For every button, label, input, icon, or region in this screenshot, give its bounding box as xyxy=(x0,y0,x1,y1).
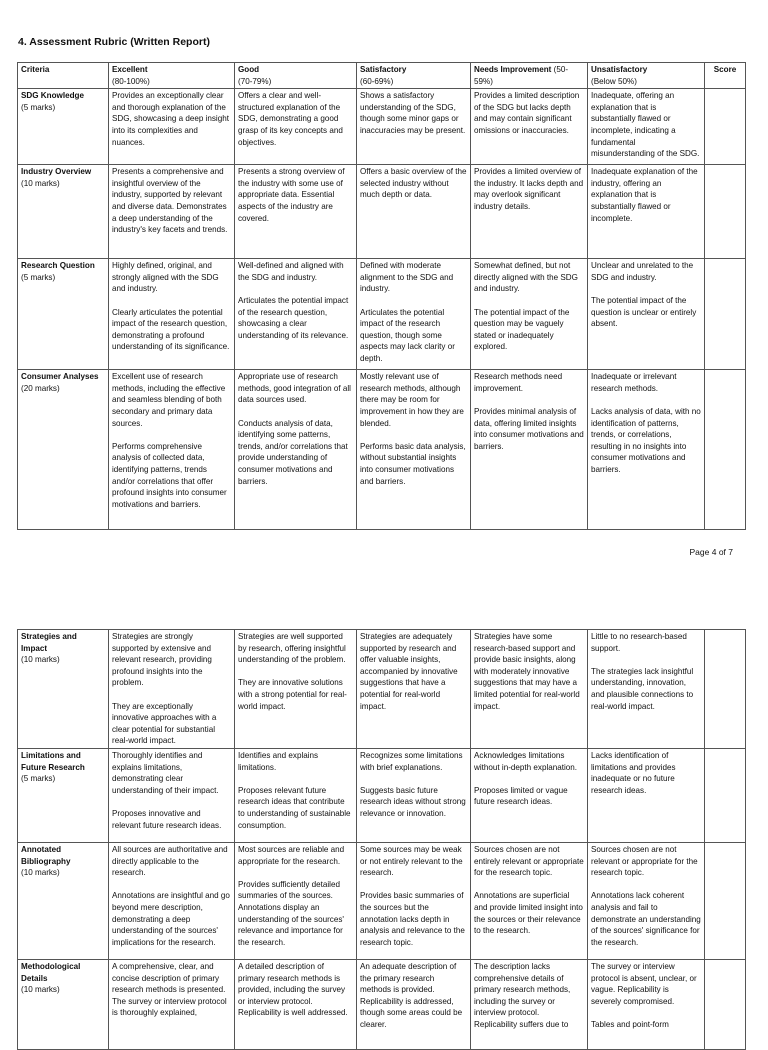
criterion-cell xyxy=(18,259,109,370)
level-range: (Below 50%) xyxy=(591,76,637,86)
descriptor-cell-needs-improvement xyxy=(471,842,588,959)
descriptor-cell-good xyxy=(235,370,357,530)
score-header xyxy=(705,63,746,89)
descriptor-text: Provides minimal analysis of data, offering limited insights into consumer motivations and barriers. xyxy=(474,406,584,451)
criterion-marks: (10 marks) xyxy=(21,868,60,878)
descriptor-text: Tables and point-form xyxy=(591,1019,669,1029)
level-header-excellent xyxy=(109,63,235,89)
descriptor-cell-good xyxy=(235,165,357,259)
descriptor-text: Performs basic data analysis, without substantial insights into consumer motivations and barriers. xyxy=(360,441,466,486)
descriptor-cell-excellent xyxy=(109,259,235,370)
criterion-marks: (5 marks) xyxy=(21,774,56,784)
descriptor-cell-unsatisfactory xyxy=(588,165,705,259)
criterion-cell xyxy=(18,89,109,165)
descriptor-text: Little to no research-based support. xyxy=(591,632,687,653)
descriptor-text: A comprehensive, clear, and concise description of primary research methods is presented. The survey or interview protocol is thoroughly explained, xyxy=(112,961,227,1018)
criterion-cell xyxy=(18,370,109,530)
descriptor-text: Presents a comprehensive and insightful overview of the industry, supported by relevant and diverse data. Demonstrates a deep understanding of the industry's key facets and trends. xyxy=(112,167,228,235)
descriptor-cell-needs-improvement xyxy=(471,165,588,259)
criterion-marks: (10 marks) xyxy=(21,985,60,995)
descriptor-text: Inadequate or irrelevant research methods. xyxy=(591,372,677,393)
rubric-row-limitations-and-future-research xyxy=(18,748,746,842)
rubric-row-methodological-details xyxy=(18,959,746,1049)
criterion-cell xyxy=(18,748,109,842)
descriptor-text: Identifies and explains limitations. xyxy=(238,750,319,772)
descriptor-text: Provides an exceptionally clear and thorough explanation of the SDG, showcasing a deep insight into its complexities and nuances. xyxy=(112,91,229,147)
rubric-row-strategies-and-impact xyxy=(18,630,746,749)
criterion-marks: (10 marks) xyxy=(21,655,60,665)
rubric-row-annotated-bibliography xyxy=(18,842,746,959)
criteria-header xyxy=(18,63,109,89)
score-cell[interactable] xyxy=(705,370,746,530)
descriptor-text: Research methods need improvement. xyxy=(474,372,563,393)
descriptor-cell-good xyxy=(235,959,357,1049)
descriptor-text: Appropriate use of research methods, good integration of all data sources used. xyxy=(238,372,351,405)
criterion-marks: (20 marks) xyxy=(21,383,60,393)
descriptor-cell-satisfactory xyxy=(357,959,471,1049)
descriptor-cell-good xyxy=(235,748,357,842)
descriptor-cell-needs-improvement xyxy=(471,630,588,749)
score-cell[interactable] xyxy=(705,748,746,842)
descriptor-text: Offers a basic overview of the selected industry without much depth or data. xyxy=(360,167,467,200)
descriptor-text: Provides a limited description of the SDG but lacks depth and may contain significant omissions or inaccuracies. xyxy=(474,91,580,135)
section-title: 4. Assessment Rubric (Written Report) xyxy=(18,36,210,48)
descriptor-cell-satisfactory xyxy=(357,89,471,165)
descriptor-text: Lacks identification of limitations and provides inadequate or no future research ideas. xyxy=(591,750,676,795)
descriptor-text: Proposes limited or vague future research ideas. xyxy=(474,785,568,807)
level-range: (70-79%) xyxy=(238,76,272,86)
descriptor-text: Annotations are superficial and provide limited insight into the sources or their relevance to the research. xyxy=(474,891,583,936)
level-header-unsatisfactory xyxy=(588,63,705,89)
descriptor-cell-unsatisfactory xyxy=(588,842,705,959)
criterion-name: SDG Knowledge xyxy=(21,91,84,101)
level-range: (80-100%) xyxy=(112,76,150,86)
descriptor-cell-unsatisfactory xyxy=(588,89,705,165)
level-name: Good xyxy=(238,65,260,74)
descriptor-text: Some sources may be weak or not entirely relevant to the research. xyxy=(360,844,463,878)
descriptor-cell-excellent xyxy=(109,89,235,165)
descriptor-text: The potential impact of the question is unclear or entirely absent. xyxy=(591,295,697,329)
score-cell[interactable] xyxy=(705,630,746,749)
score-cell[interactable] xyxy=(705,259,746,370)
descriptor-cell-unsatisfactory xyxy=(588,630,705,749)
descriptor-text: Clearly articulates the potential impact of the research question, demonstrating a profound understanding of its significance. xyxy=(112,307,230,352)
descriptor-text: Most sources are reliable and appropriate for the research. xyxy=(238,844,345,866)
descriptor-text: A detailed description of primary research methods is provided, including the survey or interview protocol. Replicability is well addressed. xyxy=(238,961,348,1018)
descriptor-text: They are exceptionally innovative approaches with a clear potential for substantial real-world impact. xyxy=(112,701,217,746)
descriptor-cell-excellent xyxy=(109,370,235,530)
criterion-cell xyxy=(18,630,109,749)
descriptor-cell-excellent xyxy=(109,630,235,749)
descriptor-cell-satisfactory xyxy=(357,165,471,259)
descriptor-text: Provides a limited overview of the industry. It lacks depth and may overlook significant industry details. xyxy=(474,167,584,211)
page-number: Page 4 of 7 xyxy=(689,547,733,557)
criterion-name: Strategies and Impact xyxy=(21,632,77,653)
descriptor-text: All sources are authoritative and directly applicable to the research. xyxy=(112,844,228,878)
descriptor-text: Acknowledges limitations without in-depth explanation. xyxy=(474,750,578,772)
rubric-row-research-question xyxy=(18,259,746,370)
descriptor-text: Excellent use of research methods, including the effective and seamless blending of both secondary and primary data sources. xyxy=(112,372,226,428)
descriptor-text: They are innovative solutions with a strong potential for real-world impact. xyxy=(238,678,347,711)
criterion-name: Consumer Analyses xyxy=(21,372,99,382)
level-name: Satisfactory xyxy=(360,65,407,74)
descriptor-text: Proposes relevant future research ideas that contribute to understanding of sustainable consumption. xyxy=(238,785,351,830)
descriptor-text: Conducts analysis of data, identifying some patterns, trends, and/or correlations that provide understanding of consumer motivations and barriers. xyxy=(238,418,348,486)
descriptor-text: Sources chosen are not relevant or appropriate for the research topic. xyxy=(591,844,698,878)
descriptor-text: Annotations lack coherent analysis and fail to demonstrate an understanding of the sources' significance for the research. xyxy=(591,891,701,947)
descriptor-text: Thoroughly identifies and explains limitations, demonstrating clear understanding of their impact. xyxy=(112,750,219,795)
score-cell[interactable] xyxy=(705,89,746,165)
rubric-row-consumer-analyses xyxy=(18,370,746,530)
descriptor-cell-good xyxy=(235,630,357,749)
descriptor-text: Well-defined and aligned with the SDG and industry. xyxy=(238,261,344,282)
level-header-good xyxy=(235,63,357,89)
descriptor-text: The survey or interview protocol is absent, unclear, or vague. Replicability is severely compromised. xyxy=(591,961,697,1006)
descriptor-text: The description lacks comprehensive details of primary research methods, including the survey or interview protocol. Replicability suffers due to xyxy=(474,961,571,1029)
descriptor-text: Articulates the potential impact of the research question, showcasing a clear understanding of its relevance. xyxy=(238,295,349,340)
descriptor-cell-needs-improvement xyxy=(471,259,588,370)
descriptor-text: The strategies lack insightful understanding, innovation, and plausible connections to real-world impact. xyxy=(591,666,694,711)
level-name: Unsatisfactory xyxy=(591,65,648,74)
descriptor-cell-satisfactory xyxy=(357,259,471,370)
criterion-marks: (5 marks) xyxy=(21,272,56,282)
descriptor-text: Defined with moderate alignment to the SDG and industry. xyxy=(360,261,454,294)
descriptor-cell-satisfactory xyxy=(357,748,471,842)
descriptor-text: Shows a satisfactory understanding of the SDG, though some minor gaps or inaccuracies may be present. xyxy=(360,91,466,135)
descriptor-cell-unsatisfactory xyxy=(588,370,705,530)
descriptor-text: Offers a clear and well-structured explanation of the SDG, demonstrating a good grasp of its key concepts and objectives. xyxy=(238,91,343,147)
level-name: Excellent xyxy=(112,65,148,74)
level-header-satisfactory xyxy=(357,63,471,89)
descriptor-text: Sources chosen are not entirely relevant or appropriate for the research topic. xyxy=(474,844,584,878)
descriptor-cell-needs-improvement xyxy=(471,748,588,842)
descriptor-cell-satisfactory xyxy=(357,842,471,959)
descriptor-cell-good xyxy=(235,89,357,165)
descriptor-text: Articulates the potential impact of the research question, though some aspects may lack clarity or depth. xyxy=(360,307,455,363)
descriptor-text: The potential impact of the question may be vaguely stated or inadequately explored. xyxy=(474,307,570,352)
descriptor-text: Inadequate, offering an explanation that is substantially flawed or incomplete, indicating a fundamental misunderstanding of the SDG. xyxy=(591,91,700,159)
descriptor-text: Inadequate explanation of the industry, offering an explanation that is substantially flawed or incomplete. xyxy=(591,167,698,223)
descriptor-text: Provides basic summaries of the sources but the annotation lacks depth in analysis and relevance to the research topic. xyxy=(360,891,465,947)
descriptor-cell-excellent xyxy=(109,748,235,842)
descriptor-text: Presents a strong overview of the industry with some use of appropriate data. Essential aspects of the industry are covered. xyxy=(238,167,345,223)
descriptor-text: Suggests basic future research ideas without strong relevance or innovation. xyxy=(360,785,466,818)
score-cell[interactable] xyxy=(705,165,746,259)
descriptor-text: Proposes innovative and relevant future research ideas. xyxy=(112,808,222,830)
score-header-label: Score xyxy=(713,65,737,74)
descriptor-cell-excellent xyxy=(109,165,235,259)
level-range: (50-59%) xyxy=(474,65,569,86)
criterion-cell xyxy=(18,842,109,959)
rubric-table-page-5 xyxy=(17,629,746,1050)
level-range: (60-69%) xyxy=(360,76,394,86)
descriptor-cell-needs-improvement xyxy=(471,89,588,165)
criterion-name: Research Question xyxy=(21,261,95,271)
descriptor-text: Mostly relevant use of research methods, although there may be room for improvement in how they are blended. xyxy=(360,372,464,428)
rubric-header-row xyxy=(18,63,746,89)
descriptor-text: Somewhat defined, but not directly aligned with the SDG and industry. xyxy=(474,261,578,294)
rubric-table-page-4 xyxy=(17,62,746,530)
descriptor-text: Unclear and unrelated to the SDG and industry. xyxy=(591,261,694,282)
criterion-marks: (10 marks) xyxy=(21,178,60,188)
criterion-name: Methodological Details xyxy=(21,961,81,983)
score-cell[interactable] xyxy=(705,959,746,1049)
descriptor-text: Strategies are adequately supported by research and offer valuable insights, accompanied by innovative suggestions that have a potential for real-world impact. xyxy=(360,632,458,711)
criterion-name: Industry Overview xyxy=(21,167,92,177)
descriptor-text: Strategies are well supported by research, offering insightful understanding of the problem. xyxy=(238,632,346,665)
descriptor-text: Annotations are insightful and go beyond mere description, demonstrating a deep understanding of the sources' implications for the research. xyxy=(112,891,230,947)
descriptor-text: Lacks analysis of data, with no identification of patterns, trends, or correlations, resulting in no insights into consumer motivations and barriers. xyxy=(591,406,701,474)
descriptor-text: Strategies have some research-based support and provide basic insights, along with moderately innovative suggestions that may have a limited potential for real-world impact. xyxy=(474,632,580,711)
descriptor-cell-good xyxy=(235,259,357,370)
descriptor-text: Highly defined, original, and strongly aligned with the SDG and industry. xyxy=(112,261,219,294)
descriptor-text: An adequate description of the primary research methods is provided. Replicability is addressed, though some areas could be clearer. xyxy=(360,961,463,1029)
criterion-marks: (5 marks) xyxy=(21,102,56,112)
descriptor-cell-good xyxy=(235,842,357,959)
descriptor-cell-unsatisfactory xyxy=(588,959,705,1049)
rubric-row-sdg-knowledge xyxy=(18,89,746,165)
criterion-cell xyxy=(18,165,109,259)
criteria-header-label: Criteria xyxy=(21,65,50,74)
descriptor-text: Performs comprehensive analysis of collected data, identifying patterns, trends and/or correlations that offer profound insights into consumer motivations and barriers. xyxy=(112,441,227,509)
criterion-name: Limitations and Future Research xyxy=(21,750,85,772)
descriptor-cell-needs-improvement xyxy=(471,959,588,1049)
descriptor-cell-unsatisfactory xyxy=(588,259,705,370)
descriptor-text: Provides sufficiently detailed summaries of the sources. Annotations display an understanding of the sources' relevance and importance for the research. xyxy=(238,879,344,947)
descriptor-cell-needs-improvement xyxy=(471,370,588,530)
descriptor-text: Strategies are strongly supported by extensive and relevant research, providing profound insights into the problem. xyxy=(112,632,212,688)
level-header-needs-improvement xyxy=(471,63,588,89)
criterion-name: Annotated Bibliography xyxy=(21,844,71,866)
descriptor-cell-excellent xyxy=(109,959,235,1049)
descriptor-cell-satisfactory xyxy=(357,370,471,530)
level-name: Needs Improvement xyxy=(474,65,552,74)
descriptor-cell-excellent xyxy=(109,842,235,959)
score-cell[interactable] xyxy=(705,842,746,959)
descriptor-cell-unsatisfactory xyxy=(588,748,705,842)
descriptor-text: Recognizes some limitations with brief explanations. xyxy=(360,750,463,772)
criterion-cell xyxy=(18,959,109,1049)
descriptor-cell-satisfactory xyxy=(357,630,471,749)
rubric-row-industry-overview xyxy=(18,165,746,259)
